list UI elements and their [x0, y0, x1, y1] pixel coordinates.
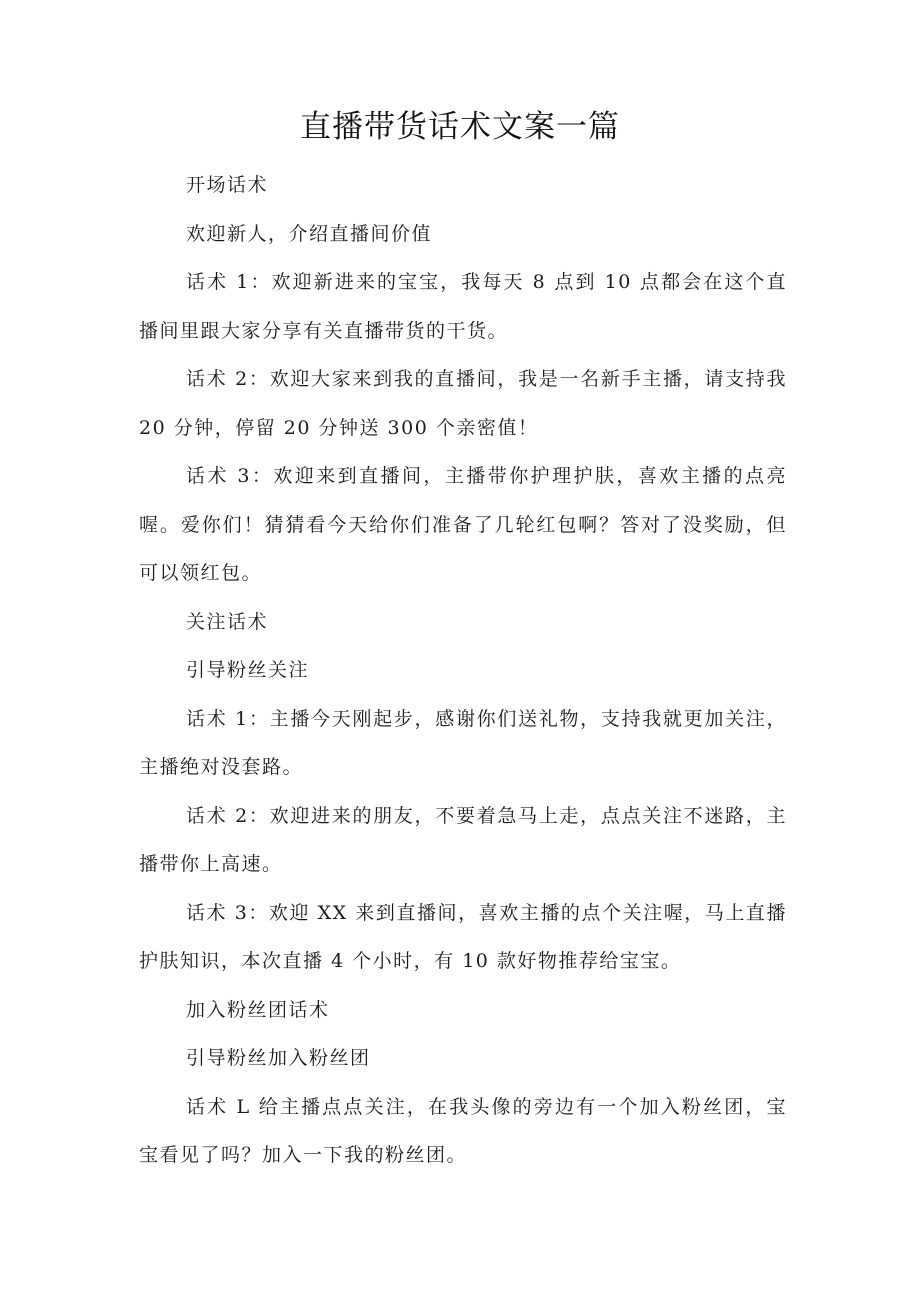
script-paragraph: 话术 3：欢迎来到直播间，主播带你护理护肤，喜欢主播的点亮喔。爱你们！猜猜看今天给你们准备了几轮红包啊？答对了没奖励，但可以领红包。: [139, 465, 787, 584]
script-paragraph: 话术 3：欢迎 XX 来到直播间，喜欢主播的点个关注喔，马上直播护肤知识，本次直播 4 个小时，有 10 款好物推荐给宝宝。: [139, 901, 787, 972]
script-paragraph: 话术 2：欢迎大家来到我的直播间，我是一名新手主播，请支持我 20 分钟，停留 20 分钟送 300 个亲密值！: [139, 368, 787, 439]
document-body: [139, 161, 787, 1180]
document-title: 直播带货话术文案一篇: [300, 109, 620, 145]
section-heading-opening: 开场话术: [186, 174, 269, 196]
subheading-guide-follow: 引导粉丝关注: [186, 659, 310, 681]
script-paragraph: 话术 1：主播今天刚起步，感谢你们送礼物，支持我就更加关注，主播绝对没套路。: [139, 707, 787, 778]
script-paragraph: 话术 1：欢迎新进来的宝宝，我每天 8 点到 10 点都会在这个直播间里跟大家分享有关直播带货的干货。: [139, 271, 787, 342]
subheading-welcome: 欢迎新人，介绍直播间价值: [186, 222, 433, 245]
subheading-guide-fan-club: 引导粉丝加入粉丝团: [186, 1047, 371, 1069]
script-paragraph: 话术 L 给主播点点关注，在我头像的旁边有一个加入粉丝团，宝宝看见了吗？加入一下我的粉丝团。: [139, 1095, 787, 1166]
section-heading-follow: 关注话术: [186, 610, 269, 633]
section-heading-fan-club: 加入粉丝团话术: [186, 998, 330, 1021]
script-paragraph: 话术 2：欢迎进来的朋友，不要着急马上走，点点关注不迷路，主播带你上高速。: [139, 804, 787, 875]
